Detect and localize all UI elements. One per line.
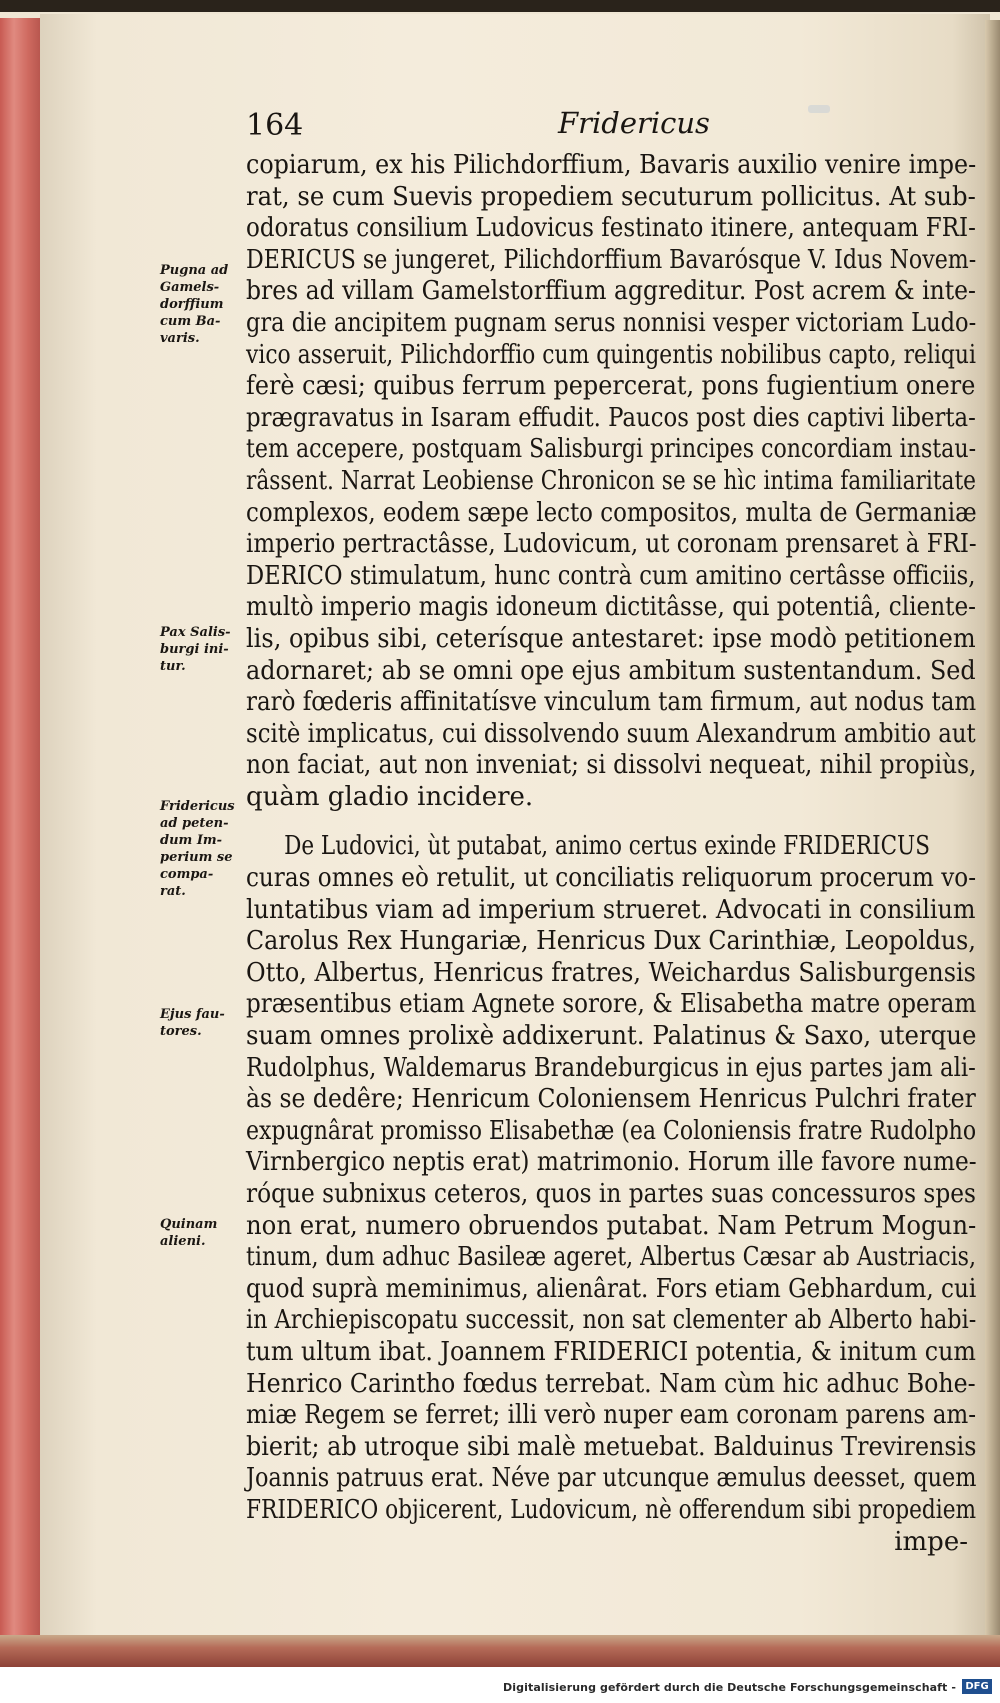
text-line: Rudolphus, Waldemarus Brandeburgicus in ejus partes jam ali- — [246, 1052, 976, 1083]
text-line: copiarum, ex his Pilichdorffium, Bavaris auxilio venire impe- — [246, 150, 977, 180]
marginal-note-line: alieni. — [160, 1234, 206, 1249]
marginal-note-line: burgi ini- — [160, 642, 229, 657]
marginal-note-line: cum Ba- — [160, 314, 221, 329]
text-line: róque subnixus ceteros, quos in partes suas concessuros spes — [246, 1179, 976, 1209]
text-line: râssent. Narrat Leobiense Chronicon se se hìc intima familiaritate — [246, 465, 977, 496]
marginal-note-line: dorffium — [160, 297, 224, 312]
text-line: odoratus consilium Ludovicus festinato itinere, antequam FRI- — [246, 213, 976, 244]
text-line: DERICUS se jungeret, Pilichdorffium Bavarósque V. Idus Novem- — [246, 244, 977, 275]
funding-credit: Digitalisierung gefördert durch die Deutsche Forschungsgemeinschaft - — [503, 1681, 956, 1694]
text-line: Carolus Rex Hungariæ, Henricus Dux Carinthiæ, Leopoldus, — [246, 926, 976, 957]
marginal-note-line: ad peten- — [160, 816, 229, 831]
page-smudge — [808, 105, 830, 113]
text-line: Joannis patruus erat. Néve par utcunque æmulus deesset, quem — [246, 1463, 977, 1494]
text-line: FRIDERICO objicerent, Ludovicum, nè offerendum sibi propediem — [246, 1494, 977, 1525]
page-number: 164 — [246, 108, 304, 143]
text-line: quod suprà meminimus, alienârat. Fors etiam Gebhardum, cui — [246, 1273, 977, 1304]
text-line: tinum, dum adhuc Basileæ ageret, Albertus Cæsar ab Austriacis, — [246, 1242, 977, 1273]
marginal-note-alieni — [160, 1216, 242, 1250]
text-line: tem accepere, postquam Salisburgi principes concordiam instau- — [246, 434, 977, 465]
paragraph-1 — [246, 150, 976, 813]
marginal-note-line: rat. — [160, 884, 186, 899]
marginal-note-pugna — [160, 262, 242, 347]
text-line: suam omnes prolixè addixerunt. Palatinus & Saxo, uterque — [246, 1021, 977, 1052]
text-line: complexos, eodem sæpe lecto compositos, multa de Germaniæ — [246, 497, 977, 528]
marginal-note-line: Fridericus — [160, 799, 235, 814]
marginal-note-line: Pax Salis- — [160, 625, 231, 640]
dfg-logo: DFG — [962, 1679, 992, 1694]
marginal-note-fautores — [160, 1006, 242, 1040]
text-line: quàm gladio incidere. — [246, 781, 534, 812]
text-line: gra die ancipitem pugnam serus nonnisi vesper victoriam Ludo- — [246, 307, 977, 338]
text-line: præsentibus etiam Agnete sorore, & Elisabetha matre operam — [246, 989, 977, 1020]
text-line: Otto, Albertus, Henricus fratres, Weichardus Salisburgensis — [246, 957, 976, 988]
red-page-edge — [0, 18, 42, 1658]
text-line: luntatibus viam ad imperium strueret. Advocati in consilium — [246, 894, 976, 925]
text-line: scitè implicatus, cui dissolvendo suum Alexandrum ambitio aut — [246, 718, 976, 749]
text-line: rarò fœderis affinitatísve vinculum tam firmum, aut nodus tam — [246, 687, 977, 718]
text-line: prægravatus in Isaram effudit. Paucos post dies captivi liberta- — [246, 402, 976, 433]
text-line: rat, se cum Suevis propediem secuturum pollicitus. At sub- — [246, 181, 976, 212]
text-line: non erat, numero obruendos putabat. Nam Petrum Mogun- — [246, 1210, 977, 1241]
text-line: Henrico Carintho fœdus terrebat. Nam cùm hic adhuc Bohe- — [246, 1368, 976, 1399]
text-line: curas omnes eò retulit, ut conciliatis reliquorum procerum vo- — [246, 863, 977, 894]
text-line: in Archiepiscopatu successit, non sat clementer ab Alberto habi- — [246, 1305, 977, 1336]
marginal-note-line: tur. — [160, 659, 186, 674]
text-line: vico asseruit, Pilichdorffio cum quingentis nobilibus capto, reliqui — [246, 339, 976, 370]
catchword: impe- — [894, 1526, 968, 1557]
running-title: Fridericus — [558, 106, 710, 140]
text-line: bierit; ab utroque sibi malè metuebat. Balduinus Trevirensis — [246, 1431, 977, 1462]
marginal-note-line: tores. — [160, 1024, 202, 1039]
text-line: miæ Regem se ferret; illi verò nuper eam coronam parens am- — [246, 1400, 977, 1431]
book-bottom-edge — [0, 1635, 1000, 1667]
marginal-note-fridericus — [160, 798, 242, 900]
text-line: lis, opibus sibi, ceterísque antestaret: ipse modò petitionem — [246, 623, 976, 654]
text-line: adornaret; ab se omni ope ejus ambitum sustentandum. Sed — [246, 655, 976, 686]
marginal-note-line: Quinam — [160, 1217, 218, 1232]
marginal-note-line: Gamels- — [160, 280, 220, 295]
text-line: expugnârat promisso Elisabethæ (ea Coloniensis fratre Rudolpho — [246, 1115, 977, 1146]
text-line: tum ultum ibat. Joannem FRIDERICI potentia, & initum cum — [246, 1336, 976, 1367]
text-line: DERICO stimulatum, hunc contrà cum amitino certâsse officiis, — [246, 560, 976, 591]
marginal-note-line: Pugna ad — [160, 263, 229, 278]
marginal-note-line: compa- — [160, 867, 214, 882]
body-text — [246, 150, 976, 1558]
text-line: imperio pertractâsse, Ludovicum, ut coronam prensaret à FRI- — [246, 529, 977, 560]
marginal-note-line: varis. — [160, 331, 200, 346]
paragraph-2 — [246, 831, 976, 1526]
text-line: De Ludovici, ùt putabat, animo certus exinde FRIDERICUS — [284, 831, 930, 862]
text-line: ferè cæsi; quibus ferrum pepercerat, pons fugientium onere — [246, 371, 976, 402]
text-line: Virnbergico neptis erat) matrimonio. Horum ille favore nume- — [246, 1147, 977, 1178]
marginal-note-line: Ejus fau- — [160, 1007, 225, 1022]
text-line: non faciat, aut non inveniat; si dissolvi nequeat, nihil propiùs, — [246, 750, 977, 781]
marginal-note-line: perium se — [160, 850, 233, 865]
page-gutter-edge — [985, 20, 1000, 1650]
text-line: multò imperio magis idoneum dictitâsse, qui potentiâ, clientе- — [246, 592, 976, 623]
text-line: bres ad villam Gamelstorffium aggreditur. Post acrem & inte- — [246, 276, 976, 307]
text-line: às se dedêre; Henricum Coloniensem Henricus Pulchri frater — [246, 1084, 976, 1115]
marginal-note-line: dum Im- — [160, 833, 223, 848]
marginal-note-pax — [160, 624, 242, 675]
